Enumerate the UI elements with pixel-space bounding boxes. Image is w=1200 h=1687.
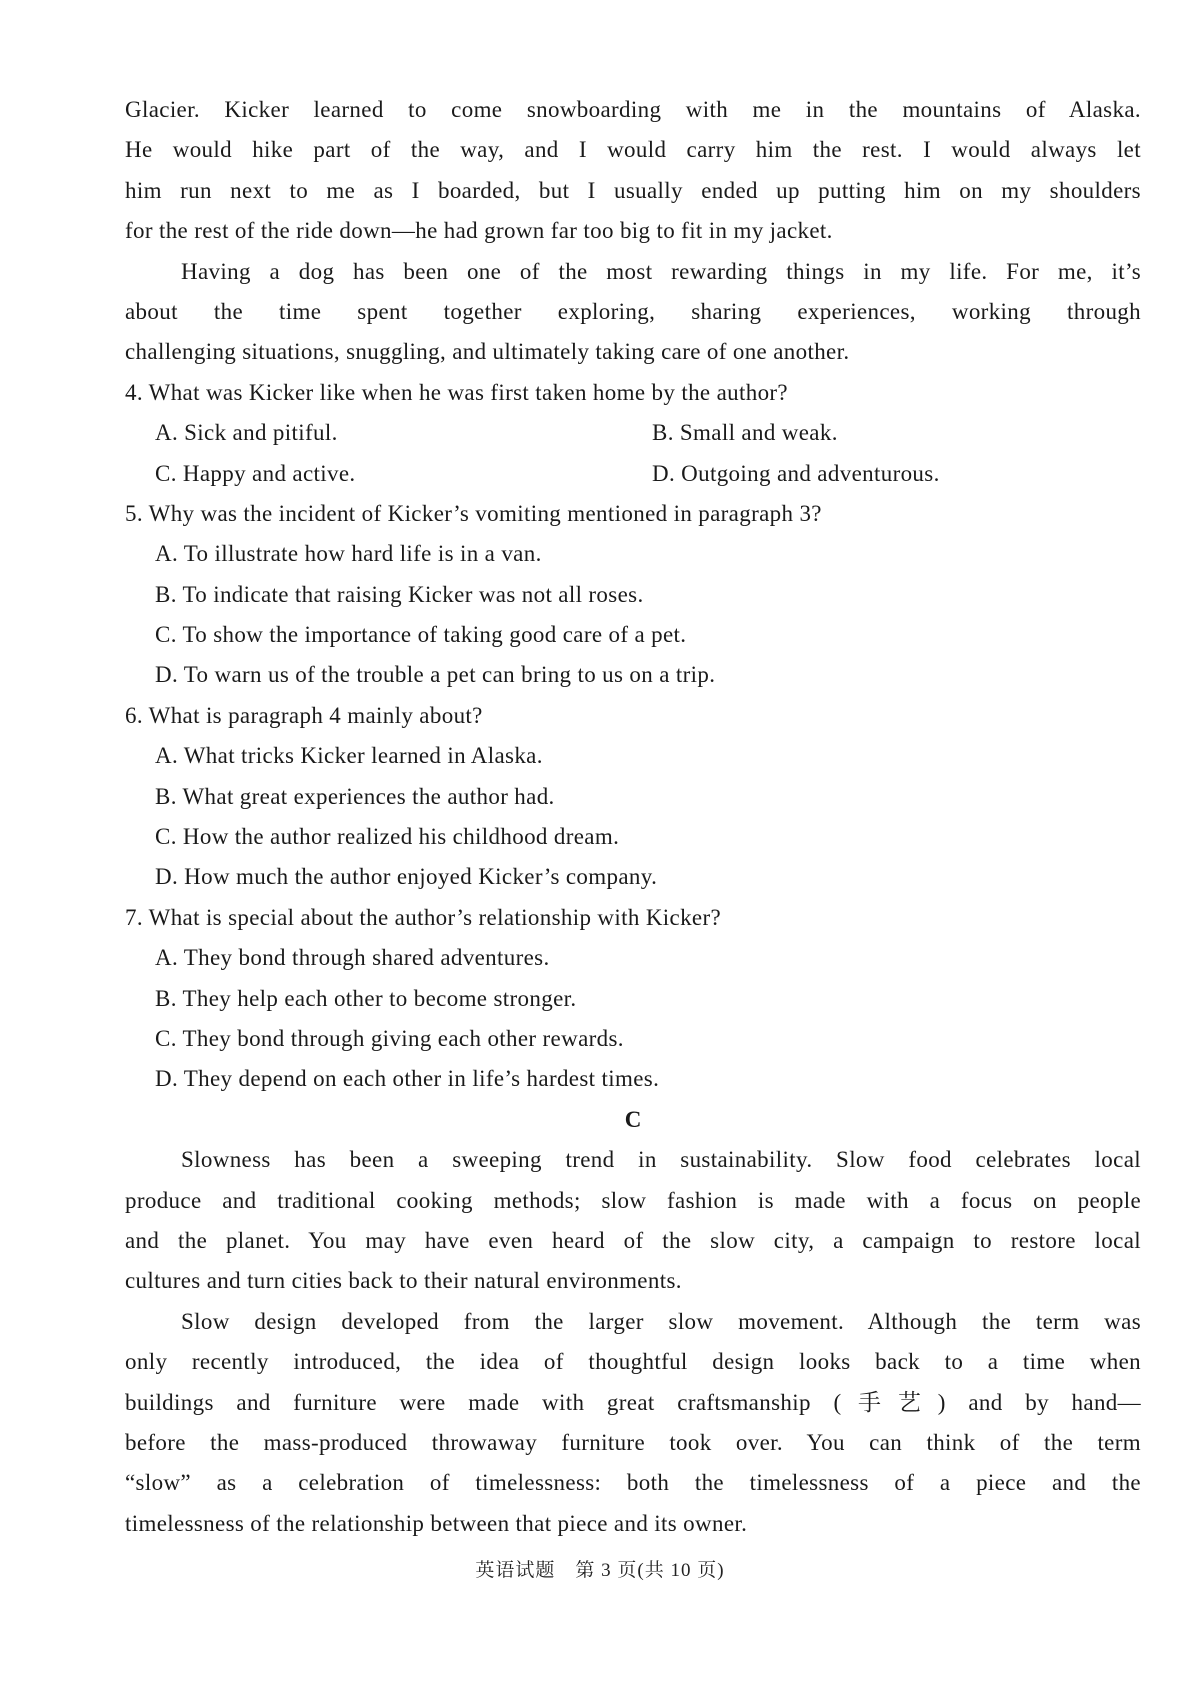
page-footer: 英语试题 第 3 页(共 10 页) [475, 1560, 725, 1581]
text-line: before the mass-produced throwaway furniture took over. You can think of the term [125, 1429, 1141, 1455]
option-c: C. They bond through giving each other rewards. [155, 1025, 624, 1051]
text-line: him run next to me as I boarded, but I usually ended up putting him on my shoulders [125, 177, 1141, 203]
passage-b-final-paragraph [125, 252, 1141, 373]
option-c: C. Happy and active. [155, 460, 356, 486]
text-line: for the rest of the ride down—he had grown far too big to fit in my jacket. [125, 218, 833, 244]
option-d: D. How much the author enjoyed Kicker’s company. [155, 864, 658, 890]
passage-c-paragraph-1 [125, 1140, 1141, 1302]
passage-b-paragraph-end [125, 90, 1141, 252]
question-stem: 4. What was Kicker like when he was first taken home by the author? [125, 379, 788, 405]
exam-page [125, 90, 1141, 1544]
option-b: B. To indicate that raising Kicker was not all roses. [155, 581, 644, 607]
text-line: “slow” as a celebration of timelessness: both the timelessness of a piece and the [125, 1470, 1141, 1496]
text-line: and the planet. You may have even heard of the slow city, a campaign to restore local [125, 1227, 1141, 1253]
option-a: A. Sick and pitiful. [155, 420, 338, 446]
question-4 [125, 373, 1141, 494]
text-line: timelessness of the relationship between that piece and its owner. [125, 1510, 748, 1536]
option-c: C. To show the importance of taking good care of a pet. [155, 622, 687, 648]
option-row [125, 454, 1141, 494]
option-b: B. Small and weak. [652, 420, 838, 446]
text-line: Glacier. Kicker learned to come snowboarding with me in the mountains of Alaska. [125, 97, 1141, 122]
question-5 [125, 494, 1141, 696]
question-7 [125, 898, 1141, 1100]
text-line: cultures and turn cities back to their natural environments. [125, 1268, 682, 1294]
option-row [125, 413, 1141, 453]
option-a: A. What tricks Kicker learned in Alaska. [155, 743, 543, 769]
text-line: buildings and furniture were made with great craftsmanship (手艺) and by hand— [125, 1389, 1141, 1415]
question-stem: 7. What is special about the author’s relationship with Kicker? [125, 904, 722, 930]
option-d: D. They depend on each other in life’s hardest times. [155, 1066, 660, 1092]
question-stem: 5. Why was the incident of Kicker’s vomiting mentioned in paragraph 3? [125, 500, 822, 526]
option-b: B. They help each other to become stronger. [155, 985, 577, 1011]
text-line: He would hike part of the way, and I would carry him the rest. I would always let [125, 137, 1141, 163]
question-6 [125, 696, 1141, 898]
text-line: Slowness has been a sweeping trend in sustainability. Slow food celebrates local [181, 1147, 1141, 1173]
option-c: C. How the author realized his childhood dream. [155, 824, 620, 850]
text-line: about the time spent together exploring, sharing experiences, working through [125, 298, 1141, 324]
section-heading-c: C [624, 1106, 642, 1132]
text-line: produce and traditional cooking methods; slow fashion is made with a focus on people [125, 1187, 1141, 1213]
option-d: D. Outgoing and adventurous. [652, 460, 940, 486]
text-line: Slow design developed from the larger slow movement. Although the term was [181, 1308, 1141, 1334]
text-line: Having a dog has been one of the most rewarding things in my life. For me, it’s [181, 258, 1141, 284]
option-b: B. What great experiences the author had. [155, 783, 555, 809]
option-a: A. They bond through shared adventures. [155, 945, 550, 971]
option-d: D. To warn us of the trouble a pet can bring to us on a trip. [155, 662, 716, 688]
option-a: A. To illustrate how hard life is in a van. [155, 541, 542, 567]
text-line: challenging situations, snuggling, and ultimately taking care of one another. [125, 339, 850, 365]
passage-c-paragraph-2 [125, 1302, 1141, 1544]
question-stem: 6. What is paragraph 4 mainly about? [125, 702, 483, 728]
text-line: only recently introduced, the idea of thoughtful design looks back to a time when [125, 1349, 1141, 1375]
